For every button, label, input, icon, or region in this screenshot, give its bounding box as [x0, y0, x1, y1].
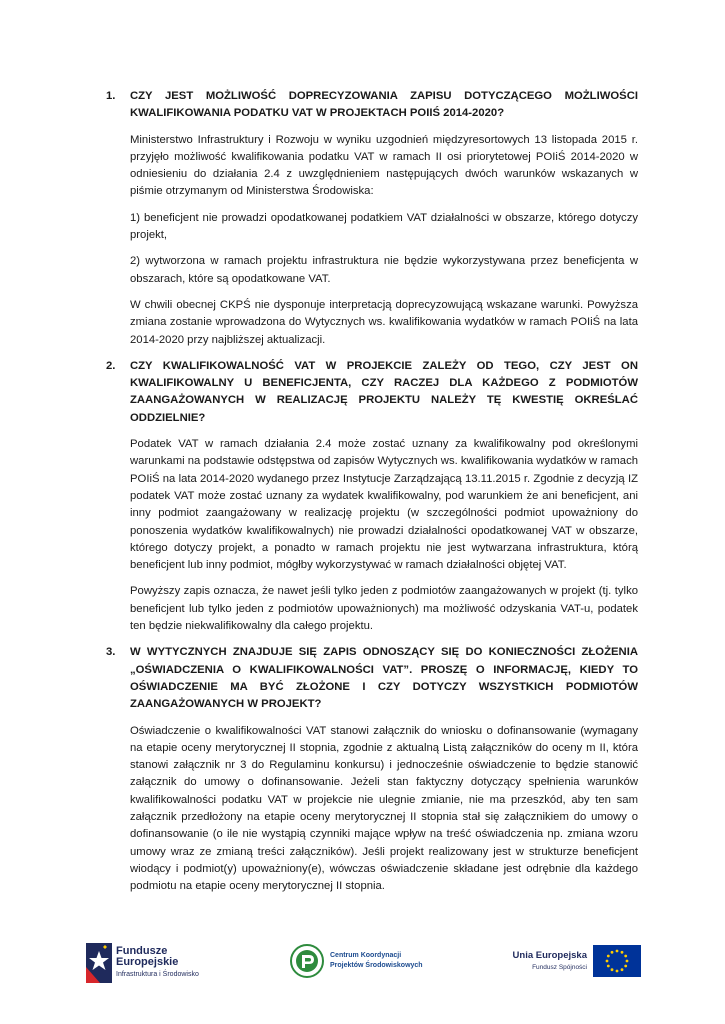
answer-paragraph: Podatek VAT w ramach działania 2.4 może zostać uznany za kwalifikowalny pod określonymi warunkami na podstawie odstępstwa od zapisów Wytycznych ws. kwalifikowania wydatków w ramach POIiŚ na lata 2014-2020 wydanego przez Instytucje Zarządzającą 13.11.2015 r. Zgodnie z decyzją IZ podatek VAT może zostać uznany za wydatek kwalifikowalny, pod warunkiem że ani beneficjent, ani inny podmiot zaangażowany w realizację projektu (w szczególności podmiot upoważniony do ponoszenia wydatków kwalifikowalnych) nie prowadzi działalności opodatkowanej VAT w obszarze, którego dotyczy projekt, a ponadto w ramach projektu nie jest wytwarzana infrastruktura, którą beneficjent lub inny podmiot, mógłby wykorzystywać w ramach działalności objętej VAT.	[130, 438, 638, 572]
document-body	[106, 88, 638, 904]
ue-title: Unia Europejska	[512, 949, 587, 961]
ckps-name-line1: Centrum Koordynacji	[330, 952, 402, 959]
ckps-name-line2: Projektów Środowiskowych	[330, 962, 423, 969]
question-heading	[106, 358, 638, 427]
ckps-emblem-icon	[290, 944, 324, 978]
fe-star-icon	[86, 943, 112, 983]
fe-title-line2: Europejskie	[116, 956, 179, 968]
fundusze-europejskie-logo	[86, 941, 226, 985]
question-text: W WYTYCZNYCH ZNAJDUJE SIĘ ZAPIS ODNOSZĄCY SIĘ DO KONIECZNOŚCI ZŁOŻENIA „OŚWIADCZENIA O KWALIFIKOWALNOŚCI VAT”. PROSZĘ O INFORMACJĘ, KIEDY TO OŚWIADCZENIE MA BYĆ ZŁOŻONE I CZY DOTYCZY WSZYSTKICH PODMIOTÓW ZAANGAŻOWANYCH W PROJEKT?	[130, 646, 638, 711]
ue-fund-name: Fundusz Spójności	[532, 963, 587, 971]
question-number: 3.	[106, 646, 116, 659]
answer-paragraph: Oświadczenie o kwalifikowalności VAT stanowi załącznik do wniosku o dofinansowanie (wymagany na etapie oceny merytorycznej II stopnia, zgodnie z aktualną Listą załączników do oceny m II, która stanowi załącznik nr 3 do Regulaminu konkursu) i jednocześnie oświadczenie to będzie stanowić załącznik do umowy o dofinansowanie. Jeżeli stan faktyczny dotyczący spełnienia warunków kwalifikowalności podatku VAT w projekcie nie ulegnie zmianie, nie ma przeszkód, aby ten sam załącznik przedłożony na etapie oceny merytorycznej II stopnia stał się załącznikiem do umowy o dofinansowanie (o ile nie wystąpią czynniki mające wpływ na treść oświadczenia np. zmiana wzoru umowy wraz ze zmianą treści załączników). Jeśli projekt realizowany jest w strukturze beneficjent wiodący i podmiot(y) upoważniony(e), wówczas oświadczenie składane jest odrębnie dla każdego podmiotu na etapie oceny merytorycznej II stopnia.	[130, 724, 638, 893]
fe-title-line1: Fundusze	[116, 945, 168, 957]
answer-paragraph: Ministerstwo Infrastruktury i Rozwoju w wyniku uzgodnień międzyresortowych 13 listopada 2015 r. przyjęło możliwość kwalifikowania podatku VAT w ramach II osi priorytetowej POIiŚ 2014-2020 w odniesieniu do działania 2.4 z uwzględnieniem następujących dwóch warunków wskazanych w piśmie otrzymanym od Ministerstwa Środowiska:	[130, 133, 638, 198]
logo-footer	[0, 935, 725, 995]
question-text: CZY JEST MOŻLIWOŚĆ DOPRECYZOWANIA ZAPISU DOTYCZĄCEGO MOŻLIWOŚCI KWALIFIKOWANIA PODATKU VAT W PROJEKTACH POIIŚ 2014-2020?	[130, 90, 638, 120]
answer-paragraph: 2) wytworzona w ramach projektu infrastruktura nie będzie wykorzystywana przez beneficjenta w obszarach, które są opodatkowane VAT.	[130, 255, 638, 285]
question-heading	[106, 88, 638, 123]
question-number: 1.	[106, 90, 116, 102]
answer-paragraph: Powyższy zapis oznacza, że nawet jeśli tylko jeden z podmiotów zaangażowanych w projekt (tj. tylko beneficjent lub tylko jeden z podmiotów upoważnionych) ma możliwość odzyskania VAT-u, podatek ten będzie niekwalifikowalny dla całego projektu.	[130, 585, 638, 633]
ckps-logo	[290, 941, 440, 981]
answer-paragraph: W chwili obecnej CKPŚ nie dysponuje interpretacją doprecyzowującą wskazane warunki. Powyższa zmiana zostanie wprowadzona do Wytycznych ws. kwalifikowania wydatków w ramach POIiŚ na lata 2014-2020 przy najbliższej aktualizacji.	[130, 298, 638, 346]
eu-flag-icon	[593, 945, 641, 977]
answer-paragraph: 1) beneficjent nie prowadzi opodatkowanej podatkiem VAT działalności w obszarze, którego dotyczy projekt,	[130, 211, 638, 242]
question-heading	[106, 644, 638, 713]
question-text: CZY KWALIFIKOWALNOŚĆ VAT W PROJEKCIE ZALEŻY OD TEGO, CZY JEST ON KWALIFIKOWALNY U BENEFICJENTA, CZY RACZEJ DLA KAŻDEGO Z PODMIOTÓW ZAANGAŻOWANYCH W REALIZACJĘ PROJEKTU NALEŻY TĘ KWESTIĘ OKREŚLAĆ ODDZIELNIE?	[130, 359, 638, 424]
fe-program-name: Infrastruktura i Środowisko	[116, 971, 199, 978]
question-number: 2.	[106, 359, 116, 372]
unia-europejska-logo	[505, 943, 647, 979]
